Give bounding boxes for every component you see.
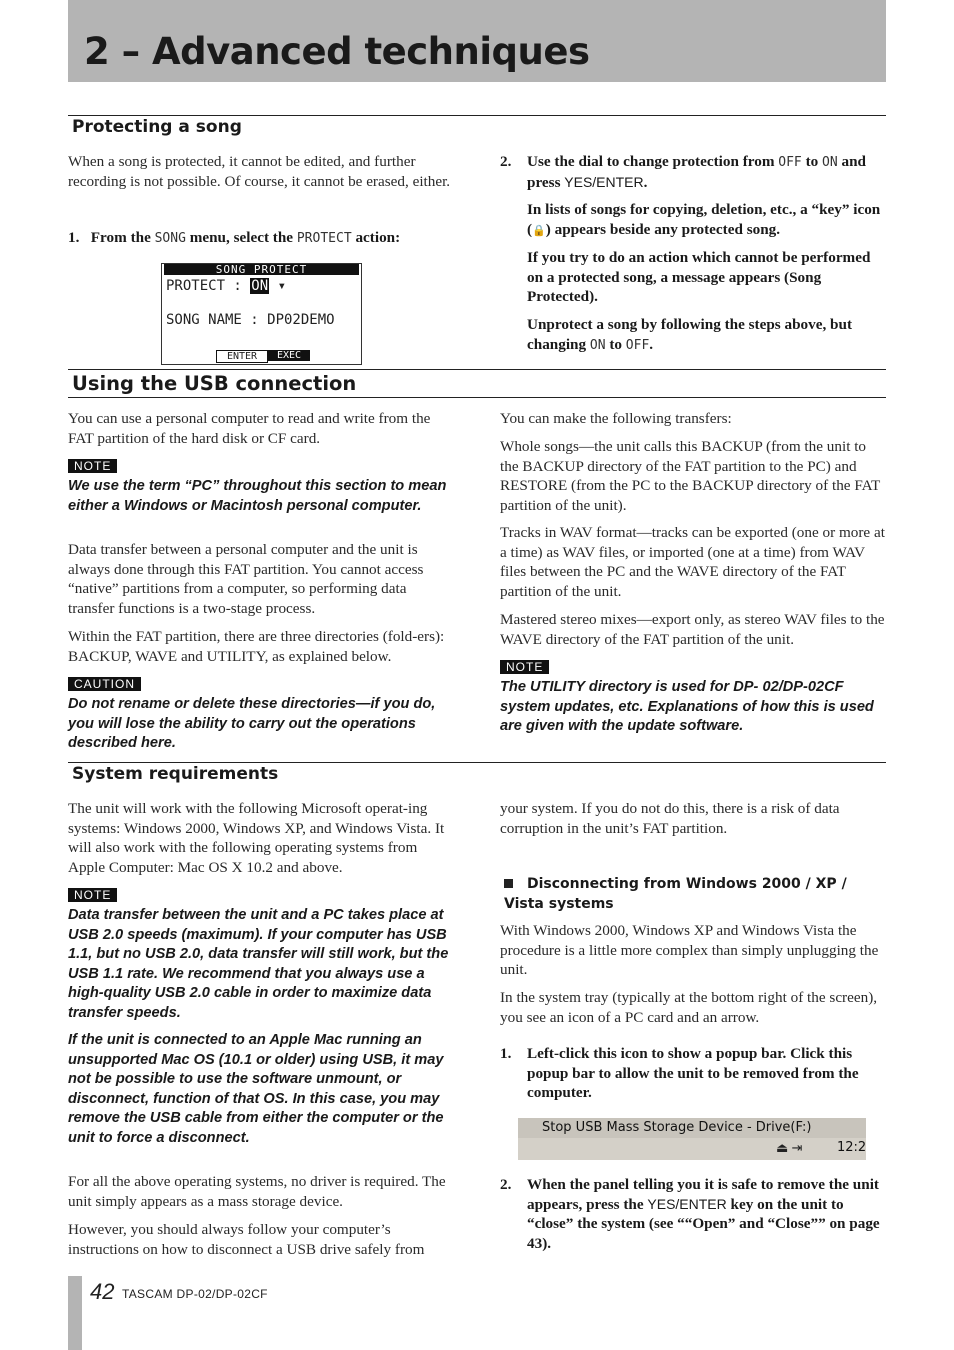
lcd-enter-label: ENTER xyxy=(216,350,268,363)
protecting-unprotect-text: Unprotect a song by following the steps above, but changing ON to OFF. xyxy=(527,316,853,353)
sysreq-tray-para: In the system tray (typically at the bottom right of the screen), you see an icon of a PC card and an arrow. xyxy=(500,989,878,1026)
lcd-song-name-line: SONG NAME : DP02DEMO xyxy=(166,312,335,328)
stop-usb-popup-bar[interactable]: Stop USB Mass Storage Device - Drive(F:) xyxy=(518,1118,866,1138)
disconnect-step-1: 1. Left-click this icon to show a popup bar. Click this popup bar to allow the unit to be removed from the computer. xyxy=(500,1045,859,1102)
step-number: 2. xyxy=(500,153,512,170)
section-rule xyxy=(68,397,886,398)
heading-using-usb-connection: Using the USB connection xyxy=(72,372,357,395)
disconnect-step-2: 2. When the panel telling you it is safe to remove the unit appears, press the YES/ENTER key on the unit to “close” the system (see ““Open” and “Close”” on page 43). xyxy=(500,1176,880,1252)
usb-caution-text: Do not rename or delete these directories—if you do, you will lose the ability to carry out the operations described here. xyxy=(68,696,436,752)
chapter-title: 2 – Advanced techniques xyxy=(84,30,590,73)
heading-system-requirements: System requirements xyxy=(72,764,279,784)
usb-note-utility: The UTILITY directory is used for DP- 02/DP-02CF system updates, etc. Explanations of how this is used are given with the update software. xyxy=(500,679,874,735)
sysreq-however: However, you should always follow your computer’s instructions on how to disconnect a USB drive safely from xyxy=(68,1221,425,1258)
sysreq-note-usb-speed: Data transfer between the unit and a PC takes place at USB 2.0 speeds (maximum). If your computer has USB 1.1, but no USB 2.0, data transfer will still work, but the USB 1.1 rate. We recommend that you always use a high-quality USB 2.0 cable in order to maximize data transfer speeds. xyxy=(68,907,449,1021)
footer-model-name: TASCAM DP-02/DP-02CF xyxy=(122,1287,268,1301)
note-tag: NOTE xyxy=(500,660,549,674)
usb-tracks-wav: Tracks in WAV format—tracks can be exported (one or more at a time) as WAV files, or imported (one at a time) from WAV files between the PC and the WAVE directory of the FAT partition of the unit. xyxy=(500,524,885,600)
yes-enter-key-label: YES/ENTER xyxy=(647,1195,727,1212)
tray-clock: 12:2 xyxy=(837,1140,867,1155)
song-menu-name: SONG xyxy=(154,231,186,246)
lcd-title: SONG PROTECT xyxy=(164,264,359,275)
protecting-step-2: 2. Use the dial to change protection from OFF to ON and press YES/ENTER. xyxy=(500,153,866,191)
step-number: 2. xyxy=(500,1176,512,1193)
page-number: 42 xyxy=(90,1279,115,1304)
footer-bar xyxy=(68,1276,82,1350)
windows-system-tray-screenshot xyxy=(518,1117,866,1160)
usb-whole-songs: Whole songs—the unit calls this BACKUP (from the unit to the BACKUP directory of the FAT partition to the PC) and RESTORE (from the PC to the BACKUP directory of the FAT partition of the unit). xyxy=(500,438,880,514)
usb-directories-para: Within the FAT partition, there are three directories (fold-ers): BACKUP, WAVE and UTILITY, as explained below. xyxy=(68,628,445,665)
sysreq-no-driver: For all the above operating systems, no driver is required. The unit simply appears as a mass storage device. xyxy=(68,1173,446,1210)
protecting-step-1: 1. From the SONG menu, select the PROTECT action: xyxy=(68,229,401,246)
section-rule xyxy=(68,369,886,370)
chevron-down-icon: ▾ xyxy=(269,278,287,294)
usb-mastered-mixes: Mastered stereo mixes—export only, as stereo WAV files to the WAVE directory of the FAT partition of the unit. xyxy=(500,611,885,648)
caution-tag: CAUTION xyxy=(68,677,141,691)
square-bullet-icon xyxy=(504,879,513,888)
note-tag: NOTE xyxy=(68,459,117,473)
protecting-key-icon-text: In lists of songs for copying, deletion, etc., a “key” icon (🔒) appears beside any protected song. xyxy=(527,201,881,238)
usb-left-intro: You can use a personal computer to read and write from the FAT partition of the hard disk or CF card. xyxy=(68,410,431,447)
protecting-message-text: If you try to do an action which cannot be performed on a protected song, a message appears (Song Protected). xyxy=(527,249,871,306)
usb-note-pc: We use the term “PC” throughout this section to mean either a Windows or Macintosh personal computer. xyxy=(68,478,447,514)
protect-action-name: PROTECT xyxy=(296,231,352,246)
lcd-exec-label: EXEC xyxy=(268,350,310,361)
usb-transfer-para: Data transfer between a personal computer and the unit is always done through this FAT partition. You cannot access “native” partitions from a computer, so performing data transfer functions is a two-stage process. xyxy=(68,541,424,617)
note-tag: NOTE xyxy=(68,888,117,902)
lcd-protect-value: ON xyxy=(251,278,269,294)
lcd-song-protect-screen xyxy=(161,263,362,365)
sysreq-note-mac: If the unit is connected to an Apple Mac running an unsupported Mac OS (10.1 or older) using USB, it may not be possible to use the software unmount, or disconnect, function of that OS. In this case, you may remove the USB cable from either the computer or the unit to force a disconnect. xyxy=(68,1032,444,1146)
step-number: 1. xyxy=(500,1045,512,1062)
section-rule xyxy=(68,762,886,763)
heading-protecting-a-song: Protecting a song xyxy=(72,117,242,137)
sysreq-windows-para: With Windows 2000, Windows XP and Windows Vista the procedure is a little more complex than simply unplugging the unit. xyxy=(500,922,879,979)
lock-icon: 🔒 xyxy=(532,224,546,237)
step-number: 1. xyxy=(68,229,80,246)
disconnect-heading: Disconnecting from Windows 2000 / XP / Vista systems xyxy=(504,876,847,912)
usb-right-intro: You can make the following transfers: xyxy=(500,410,732,427)
yes-enter-key-label: YES/ENTER xyxy=(564,173,644,190)
pc-card-eject-icon[interactable]: ⏏ ⇥ xyxy=(776,1140,803,1155)
protecting-intro: When a song is protected, it cannot be edited, and further recording is not possible. Of course, it cannot be erased, either. xyxy=(68,153,451,190)
sysreq-continued: your system. If you do not do this, there is a risk of data corruption in the unit’s FAT partition. xyxy=(500,800,840,837)
sysreq-intro: The unit will work with the following Microsoft operat-ing systems: Windows 2000, Windows XP, and Windows Vista. It will also work with the following operating systems from Apple Computer: Mac OS X 10.2 and above. xyxy=(68,800,445,876)
lcd-protect-line: PROTECT : ON ▾ xyxy=(166,278,287,294)
section-rule xyxy=(68,115,886,116)
